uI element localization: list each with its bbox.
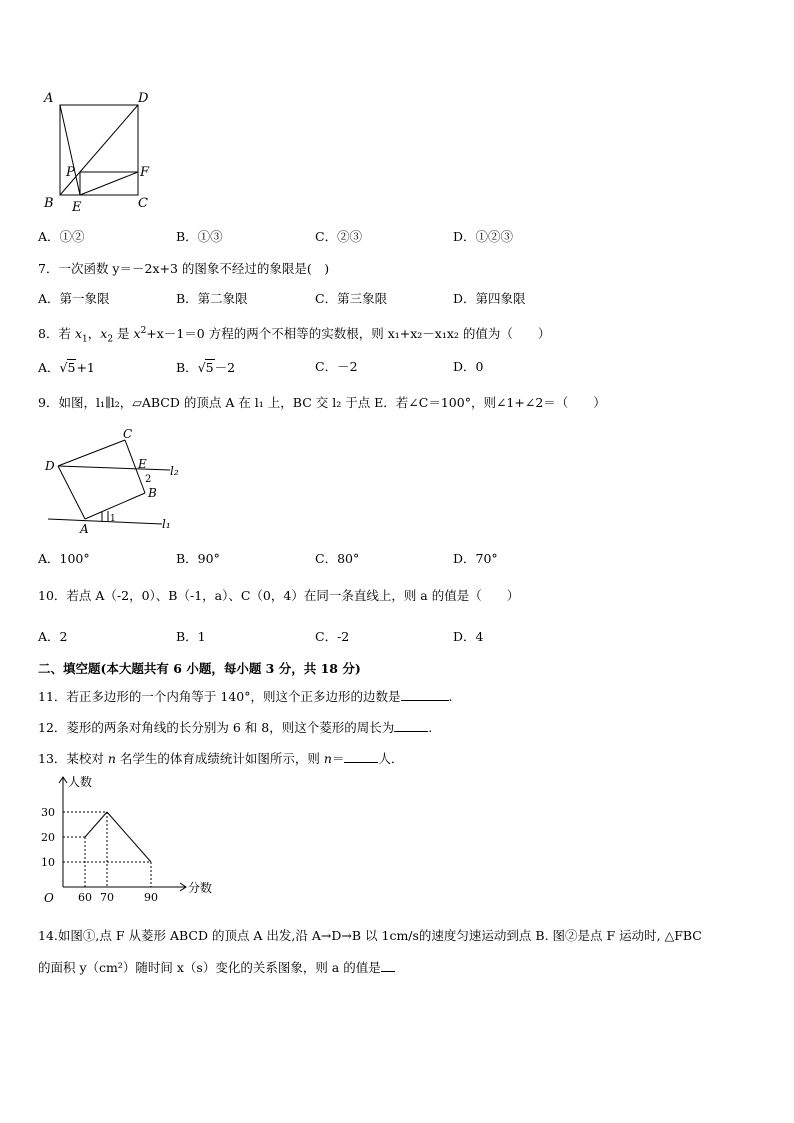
q9-option-a: A．100° [38, 551, 90, 566]
x-tick-label: 90 [144, 891, 158, 904]
q10-option-a: A．2 [38, 629, 68, 644]
q10-option-b: B．1 [176, 629, 206, 644]
q14-line2 [38, 959, 395, 976]
parallelogram-figure [40, 425, 200, 540]
q7-option-a: A．第一象限 [38, 291, 110, 306]
q8-b-pre: B． [176, 360, 198, 375]
q10-option-d: D．4 [453, 629, 484, 644]
q13-blank[interactable] [344, 750, 378, 763]
q8-b-post: －2 [214, 360, 236, 375]
q8-sub1: 1 [82, 334, 88, 345]
q6-option-c: C．②③ [315, 229, 363, 244]
q8-x1: x [74, 326, 82, 342]
q7-option-d: D．第四象限 [453, 291, 526, 306]
q7-stem: 7．一次函数 y＝－2x+3 的图象不经过的象限是( ) [38, 261, 330, 276]
q8-eq-rest: +x－1＝0 方程的两个不相等的实数根，则 [146, 326, 388, 342]
origin-label: O [44, 891, 54, 905]
label-E: E [72, 200, 82, 215]
square-figure [40, 85, 160, 215]
label-A: A [44, 91, 54, 106]
q11-stem [38, 688, 452, 705]
label-1: 1 [110, 514, 116, 524]
q11-blank[interactable] [401, 688, 449, 701]
x-axis-label: 分数 [188, 881, 213, 895]
score-chart [38, 772, 228, 907]
q11-end: . [448, 689, 453, 704]
q9-stem: 9．如图，l₁∥l₂，▱ABCD 的顶点 A 在 l₁ 上，BC 交 l₂ 于点 E．若∠C＝100°，则∠1+∠2＝（ ） [38, 395, 606, 410]
label-P: P [66, 165, 75, 180]
q8-a-rad: 5 [67, 360, 76, 375]
q8-option-b: B．√5－2 [176, 360, 236, 375]
q13-eq: ＝ [331, 751, 345, 766]
q7-option-b: B．第二象限 [176, 291, 248, 306]
q13-stem [38, 750, 404, 767]
q12-blank[interactable] [394, 719, 428, 732]
label-C: C [123, 427, 133, 441]
q8-option-c: C．－2 [315, 359, 358, 374]
label-F: F [140, 165, 150, 180]
q9-option-c: C．80° [315, 551, 360, 566]
q8-option-d: D．0 [453, 359, 484, 374]
q8-sep: ， [87, 326, 101, 342]
label-D: D [45, 459, 55, 473]
q6-option-b: B．①③ [176, 229, 223, 244]
label-D: D [138, 91, 149, 106]
series-segment [107, 812, 151, 862]
y-tick-label: 20 [41, 831, 55, 844]
label-B: B [148, 486, 157, 500]
q9-option-d: D．70° [453, 551, 498, 566]
q14-blank[interactable] [381, 959, 395, 972]
q10-option-c: C．-2 [315, 629, 350, 644]
q8-eq-x: x [133, 326, 141, 342]
q8-a-pre: A． [38, 360, 60, 375]
label-C: C [138, 196, 148, 211]
q8-end: 的值为（ ） [458, 326, 551, 342]
q8-mid: 是 [113, 326, 134, 342]
q13-pre: 13．某校对 [38, 751, 108, 766]
q13-end: 人． [378, 751, 404, 766]
label-E: E [138, 457, 147, 471]
q13-n2: n [323, 751, 332, 766]
q12-end: . [428, 720, 433, 735]
series-segment [85, 812, 107, 837]
q12-text: 12．菱形的两条对角线的长分别为 6 和 8，则这个菱形的周长为 [38, 720, 395, 735]
q8-x2: x [100, 326, 108, 342]
q8-option-a: A．√5+1 [38, 360, 95, 375]
q8-b-rad: 5 [205, 360, 214, 375]
q11-text: 11．若正多边形的一个内角等于 140°，则这个正多边形的边数是 [38, 689, 401, 704]
q8-stem [38, 323, 550, 348]
y-tick-label: 10 [41, 856, 55, 869]
q14-line1: 14.如图①,点 F 从菱形 ABCD 的顶点 A 出发,沿 A→D→B 以 1cm/s的速度匀速运动到点 B. 图②是点 F 运动时, △FBC [38, 928, 702, 943]
q8-eq-sup: 2 [140, 326, 147, 336]
x-tick-label: 70 [100, 891, 114, 904]
q8-sub2: 2 [107, 334, 114, 345]
q8-a-post: +1 [76, 360, 95, 375]
q8-prefix: 8．若 [38, 326, 75, 342]
q13-n: n [107, 751, 116, 766]
q9-option-b: B．90° [176, 551, 220, 566]
y-axis-label: 人数 [68, 775, 93, 789]
y-tick-label: 30 [41, 806, 55, 819]
x-tick-label: 60 [78, 891, 92, 904]
q6-option-d: D．①②③ [453, 229, 514, 244]
q7-option-c: C．第三象限 [315, 291, 388, 306]
q8-expr: x₁+x₂－x₁x₂ [387, 326, 459, 342]
label-l1: l₁ [162, 517, 171, 531]
label-B: B [44, 196, 54, 211]
q10-stem: 10．若点 A（-2，0）、B（-1，a）、C（0，4）在同一条直线上，则 a 的值是（ ） [38, 588, 520, 603]
q14-text: 的面积 y（cm²）随时间 x（s）变化的关系图象，则 a 的值是 [38, 960, 381, 975]
label-A: A [80, 522, 89, 536]
section-title: 二、填空题(本大题共有 6 小题，每小题 3 分，共 18 分) [38, 661, 361, 676]
label-l2: l₂ [170, 464, 179, 478]
label-2: 2 [145, 474, 152, 485]
q13-mid: 名学生的体育成绩统计如图所示，则 [115, 751, 324, 766]
q12-stem [38, 719, 432, 736]
q6-option-a: A．①② [38, 229, 85, 244]
